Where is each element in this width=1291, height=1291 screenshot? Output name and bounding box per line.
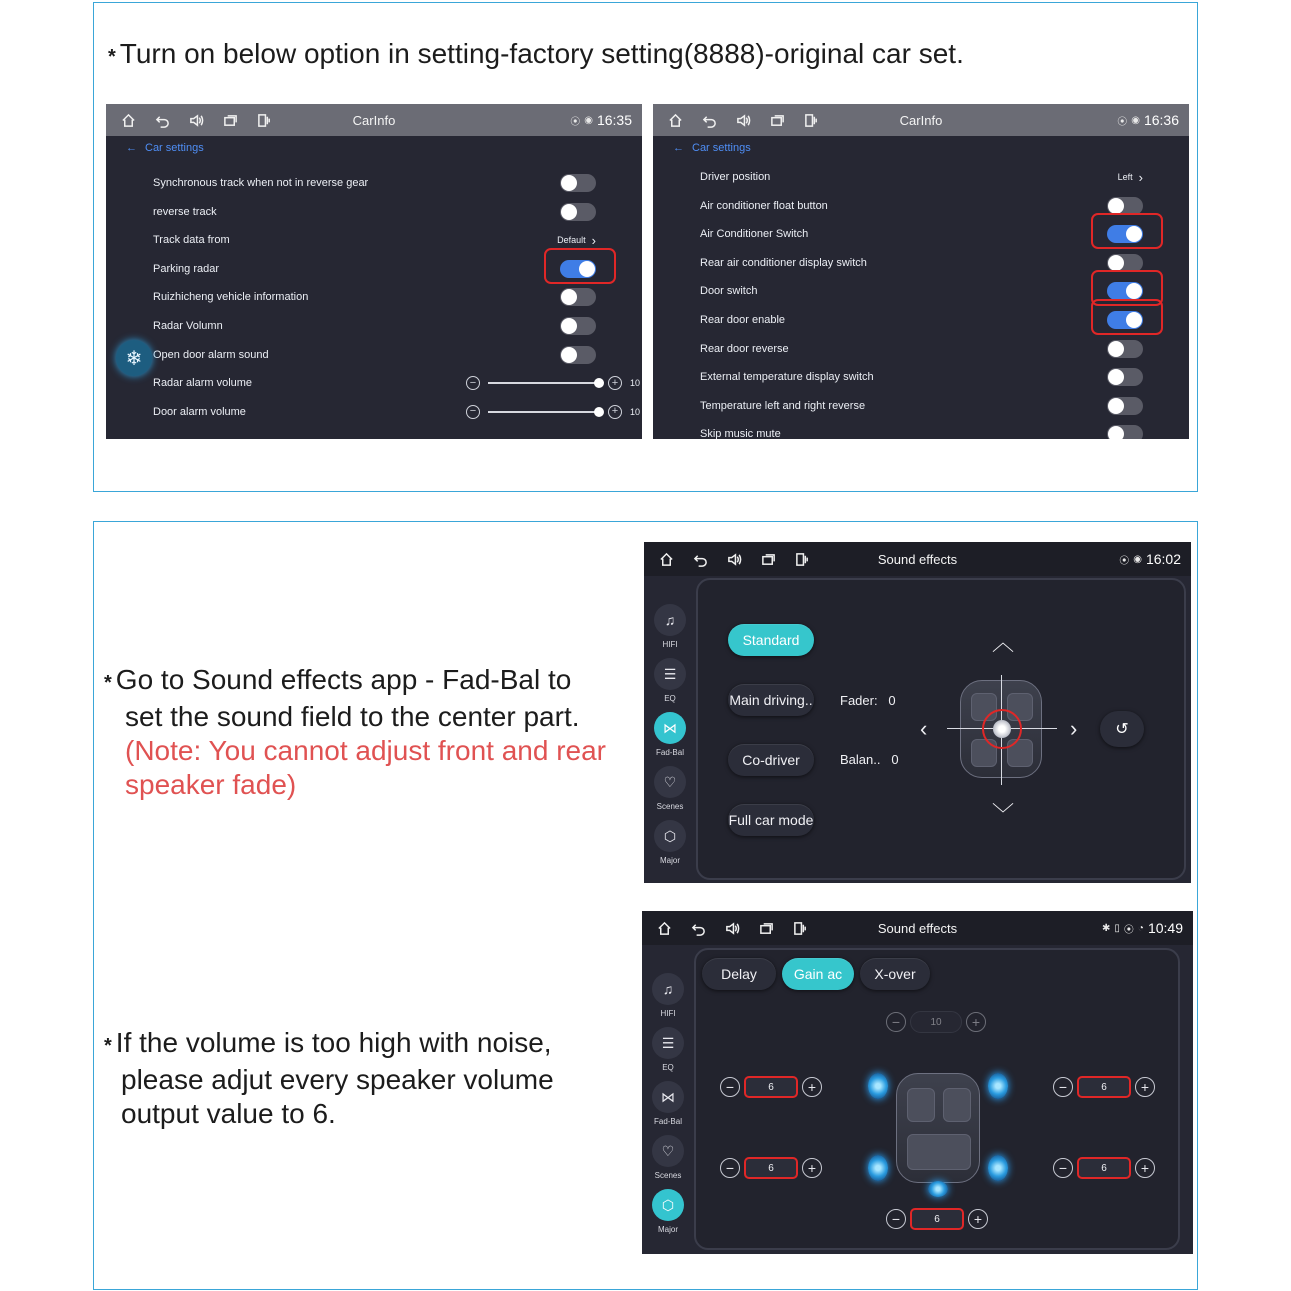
settings-row-label: Open door alarm sound <box>153 348 269 361</box>
settings-row-label: Temperature left and right reverse <box>700 399 866 412</box>
status-bar <box>642 911 1193 945</box>
sound-sidenav <box>650 604 690 874</box>
minus-button[interactable]: − <box>720 1158 740 1178</box>
back-arrow-icon: ← <box>126 142 137 154</box>
toggle-switch[interactable] <box>560 288 596 306</box>
clock: 16:35 <box>596 112 632 128</box>
settings-row-label: Parking radar <box>153 262 220 275</box>
value-link[interactable] <box>557 233 596 248</box>
tab-delay[interactable]: Delay <box>702 958 776 990</box>
equalizer-icon: ☰ <box>652 1027 684 1059</box>
settings-row[interactable] <box>153 283 596 311</box>
sound-effects-fadbal-screen <box>644 542 1191 883</box>
toggle-knob <box>1108 426 1124 439</box>
settings-row-label: Skip music mute <box>700 428 781 439</box>
chevron-up-icon[interactable]: ︿ <box>992 630 1015 655</box>
equalizer-icon: ☰ <box>654 658 686 690</box>
highlight-box <box>544 248 616 284</box>
carinfo-settings-screen-right <box>653 104 1189 439</box>
nav-fad-bal[interactable] <box>652 1081 684 1126</box>
value-link[interactable] <box>1118 170 1143 185</box>
status-bar <box>106 104 642 136</box>
fader-value: 0 <box>888 693 896 708</box>
back-label: Car settings <box>145 142 204 154</box>
nav-fad-bal[interactable] <box>654 712 686 757</box>
highlight-box <box>1091 213 1163 249</box>
fader-balance-icon: ⋈ <box>652 1081 684 1113</box>
toggle-switch[interactable] <box>1107 340 1143 358</box>
clock: 16:36 <box>1143 112 1179 128</box>
settings-row-label: Rear air conditioner display switch <box>700 256 867 269</box>
hotspot-icon: ◉ <box>584 114 593 126</box>
slider-thumb[interactable] <box>594 378 604 388</box>
speaker-icon: ♫ <box>652 973 684 1005</box>
plus-button[interactable]: + <box>1135 1158 1155 1178</box>
app-title: Sound effects <box>877 551 958 567</box>
toggle-knob <box>561 204 577 220</box>
toggle-switch[interactable] <box>1107 254 1143 272</box>
settings-row[interactable] <box>153 169 596 197</box>
toggle-knob <box>1108 198 1124 214</box>
plus-button[interactable]: + <box>802 1077 822 1097</box>
tab-gain-adjust[interactable]: Gain ac <box>782 958 854 990</box>
cube-icon: ⬡ <box>652 1189 684 1221</box>
nav-label: Scenes <box>654 1171 682 1180</box>
front-left-gain-stepper <box>720 1076 822 1098</box>
fadbal-instruction-line1: Go to Sound effects app - Fad-Bal to <box>115 664 572 695</box>
plus-button[interactable]: + <box>608 376 622 390</box>
settings-row[interactable] <box>700 420 1143 439</box>
front-right-speaker-icon <box>988 1073 1008 1099</box>
nav-label: Fad-Bal <box>653 1117 682 1126</box>
back-to-car-settings[interactable] <box>673 142 751 154</box>
slider-value: 10 <box>630 378 641 389</box>
settings-row-label: Rear door enable <box>700 314 786 326</box>
nav-scenes[interactable] <box>654 766 686 811</box>
nav-label: HIFI <box>662 640 678 649</box>
front-right-gain-value: 6 <box>1077 1076 1131 1098</box>
front-left-gain-value: 6 <box>744 1076 798 1098</box>
settings-row[interactable] <box>153 398 642 426</box>
app-title: CarInfo <box>899 112 943 128</box>
toggle-knob <box>561 175 577 191</box>
value-text: Default <box>557 235 586 246</box>
plus-button[interactable]: + <box>608 405 622 419</box>
rear-right-gain-stepper <box>1053 1157 1155 1179</box>
fadbal-note-line2: speaker fade) <box>125 769 297 800</box>
nav-label: EQ <box>662 1063 674 1072</box>
tab-x-over[interactable]: X-over <box>860 958 930 990</box>
volume-slider[interactable] <box>488 382 600 384</box>
minus-button[interactable]: − <box>1053 1077 1073 1097</box>
settings-row-label: Radar alarm volume <box>153 377 253 390</box>
scenes-icon: ♡ <box>654 766 686 798</box>
gain-instruction-line2: please adjut every speaker volume <box>121 1064 554 1095</box>
settings-row-label: Synchronous track when not in reverse gear <box>153 177 369 189</box>
toggle-switch[interactable] <box>560 174 596 192</box>
settings-row-label: Air Conditioner Switch <box>700 228 809 241</box>
settings-row-label: Ruizhicheng vehicle information <box>153 291 309 304</box>
master-gain-value: 10 <box>910 1011 962 1033</box>
rear-left-gain-stepper <box>720 1157 822 1179</box>
minus-button[interactable]: − <box>466 376 480 390</box>
nav-major[interactable] <box>652 1189 684 1234</box>
nav-label: Scenes <box>656 802 684 811</box>
back-arrow-icon: ← <box>673 142 684 154</box>
balance-readout <box>840 752 899 767</box>
fadbal-instruction <box>104 663 606 802</box>
fader-balance-icon: ⋈ <box>654 712 686 744</box>
app-title: CarInfo <box>352 112 396 128</box>
volume-slider-group <box>466 405 642 419</box>
chevron-right-icon: › <box>1138 169 1143 185</box>
settings-row-label: Door switch <box>700 285 758 298</box>
minus-button[interactable]: − <box>1053 1158 1073 1178</box>
settings-row[interactable] <box>153 369 642 397</box>
nav-label: EQ <box>664 694 676 703</box>
nav-hifi[interactable] <box>652 973 684 1018</box>
subwoofer-gain-stepper <box>886 1208 988 1230</box>
rear-left-speaker-icon <box>868 1155 888 1181</box>
toggle-switch[interactable] <box>560 317 596 335</box>
toggle-switch[interactable] <box>1107 368 1143 386</box>
chevron-down-icon[interactable]: ﹀ <box>992 802 1015 827</box>
bullet-star: * <box>104 1035 112 1057</box>
balance-value: 0 <box>891 752 899 767</box>
fadbal-instruction-line2: set the sound field to the center part. <box>125 701 580 732</box>
back-to-car-settings[interactable] <box>126 142 204 154</box>
settings-row[interactable] <box>700 192 1143 220</box>
settings-row[interactable] <box>700 306 1143 334</box>
cube-icon: ⬡ <box>654 820 686 852</box>
sound-sidenav <box>648 973 688 1243</box>
minus-button[interactable]: − <box>886 1209 906 1229</box>
nav-eq[interactable] <box>654 658 686 703</box>
status-bar <box>653 104 1189 136</box>
nav-label: HIFI <box>660 1009 676 1018</box>
car-top-view <box>896 1073 980 1183</box>
sound-effects-gain-screen <box>642 911 1193 1254</box>
settings-row-label: Air conditioner float button <box>700 199 828 212</box>
reset-icon[interactable]: ↺ <box>1100 711 1144 747</box>
bluetooth-icon: ✱ <box>1102 922 1111 934</box>
toggle-switch[interactable] <box>1107 425 1143 439</box>
top-instruction <box>108 37 964 74</box>
settings-row[interactable] <box>153 312 596 340</box>
settings-row[interactable] <box>700 363 1143 391</box>
clock: 16:02 <box>1145 551 1181 567</box>
volume-slider[interactable] <box>488 411 600 413</box>
toggle-switch[interactable] <box>1107 397 1143 415</box>
nav-hifi[interactable] <box>654 604 686 649</box>
status-right <box>1117 104 1179 136</box>
settings-row[interactable] <box>153 341 596 369</box>
status-bar <box>644 542 1191 576</box>
speaker-icon: ♫ <box>654 604 686 636</box>
mode-standard-button[interactable]: Standard <box>728 624 814 656</box>
rear-right-gain-value: 6 <box>1077 1157 1131 1179</box>
rear-left-gain-value: 6 <box>744 1157 798 1179</box>
settings-row[interactable] <box>700 277 1143 305</box>
settings-row[interactable] <box>700 335 1143 363</box>
value-text: Left <box>1117 172 1133 182</box>
location-icon: ⦿ <box>570 116 581 128</box>
settings-row-label: Door alarm volume <box>153 405 246 418</box>
settings-row-label: Driver position <box>700 171 771 183</box>
slider-value: 10 <box>630 406 641 417</box>
settings-row-label: Radar Volumn <box>153 320 223 332</box>
location-icon: ⦿ <box>1117 116 1128 128</box>
minus-button[interactable]: − <box>886 1012 906 1032</box>
subwoofer-speaker-icon <box>928 1181 948 1197</box>
settings-row[interactable] <box>153 226 596 254</box>
toggle-knob <box>1108 369 1124 385</box>
plus-button[interactable]: + <box>966 1012 986 1032</box>
minus-button[interactable]: − <box>466 405 480 419</box>
subwoofer-gain-value: 6 <box>910 1208 964 1230</box>
nav-label: Major <box>659 856 680 865</box>
toggle-knob <box>1108 255 1124 271</box>
mode-full-car-button[interactable]: Full car mode <box>728 804 814 836</box>
wifi-icon: ◔ <box>1137 922 1144 934</box>
settings-row-label: reverse track <box>153 205 217 218</box>
settings-row[interactable] <box>153 255 596 283</box>
nav-label: Major <box>657 1225 678 1234</box>
slider-thumb[interactable] <box>594 407 604 417</box>
toggle-knob <box>1108 341 1124 357</box>
gain-instruction-line1: If the volume is too high with noise, <box>115 1027 552 1058</box>
hotspot-icon: ◉ <box>1133 553 1142 565</box>
sound-field-center-target[interactable] <box>982 709 1022 749</box>
location-icon: ⦿ <box>1123 924 1134 936</box>
toggle-switch[interactable] <box>560 203 596 221</box>
settings-row-label: External temperature display switch <box>700 371 874 384</box>
toggle-knob <box>561 347 577 363</box>
plus-button[interactable]: + <box>802 1158 822 1178</box>
nav-scenes[interactable] <box>652 1135 684 1180</box>
gain-instruction <box>104 1026 554 1131</box>
chevron-left-icon[interactable]: ‹ <box>920 716 928 741</box>
toggle-knob <box>1108 398 1124 414</box>
fader-readout <box>840 693 896 708</box>
plus-button[interactable]: + <box>968 1209 988 1229</box>
hotspot-icon: ◉ <box>1131 114 1140 126</box>
scenes-icon: ♡ <box>652 1135 684 1167</box>
app-title: Sound effects <box>877 920 958 936</box>
mode-main-driving-button[interactable]: Main driving.. <box>728 684 814 716</box>
settings-row[interactable] <box>700 392 1143 420</box>
settings-row-label: Rear door reverse <box>700 342 789 355</box>
settings-row-label: Track data from <box>153 234 230 247</box>
minus-button[interactable]: − <box>720 1077 740 1097</box>
chevron-right-icon[interactable]: › <box>1070 716 1078 741</box>
carinfo-settings-screen-left <box>106 104 642 439</box>
settings-row[interactable] <box>700 163 1143 191</box>
toggle-knob <box>561 289 577 305</box>
toggle-knob <box>561 318 577 334</box>
top-instruction-text: Turn on below option in setting-factory setting(8888)-original car set. <box>119 38 964 69</box>
nav-eq[interactable] <box>652 1027 684 1072</box>
settings-row[interactable] <box>153 198 596 226</box>
rear-right-speaker-icon <box>988 1155 1008 1181</box>
status-right <box>570 104 632 136</box>
chevron-right-icon: › <box>591 232 596 248</box>
location-icon: ⦿ <box>1119 555 1130 567</box>
clock: 10:49 <box>1147 920 1183 936</box>
nav-major[interactable] <box>654 820 686 865</box>
toggle-switch[interactable] <box>560 346 596 364</box>
front-right-gain-stepper <box>1053 1076 1155 1098</box>
mode-co-driver-button[interactable]: Co-driver <box>728 744 814 776</box>
sim-icon: ▯ <box>1114 922 1120 934</box>
volume-slider-group <box>466 376 642 390</box>
toggle-switch[interactable] <box>1107 197 1143 215</box>
snowflake-float-icon[interactable]: ❄ <box>116 340 152 376</box>
gain-instruction-line3: output value to 6. <box>121 1098 336 1129</box>
nav-label: Fad-Bal <box>655 748 684 757</box>
fader-label: Fader: <box>840 693 878 708</box>
fadbal-note-line1: (Note: You cannot adjust front and rear <box>125 735 606 766</box>
back-label: Car settings <box>692 142 751 154</box>
balance-label: Balan.. <box>840 752 881 767</box>
bullet-star: * <box>104 672 112 694</box>
master-gain-stepper <box>886 1011 986 1033</box>
status-right <box>1102 911 1183 945</box>
status-right <box>1119 542 1181 576</box>
bullet-star: * <box>108 46 116 68</box>
settings-row[interactable] <box>700 249 1143 277</box>
settings-row[interactable] <box>700 220 1143 248</box>
front-left-speaker-icon <box>868 1073 888 1099</box>
highlight-box <box>1091 299 1163 335</box>
plus-button[interactable]: + <box>1135 1077 1155 1097</box>
